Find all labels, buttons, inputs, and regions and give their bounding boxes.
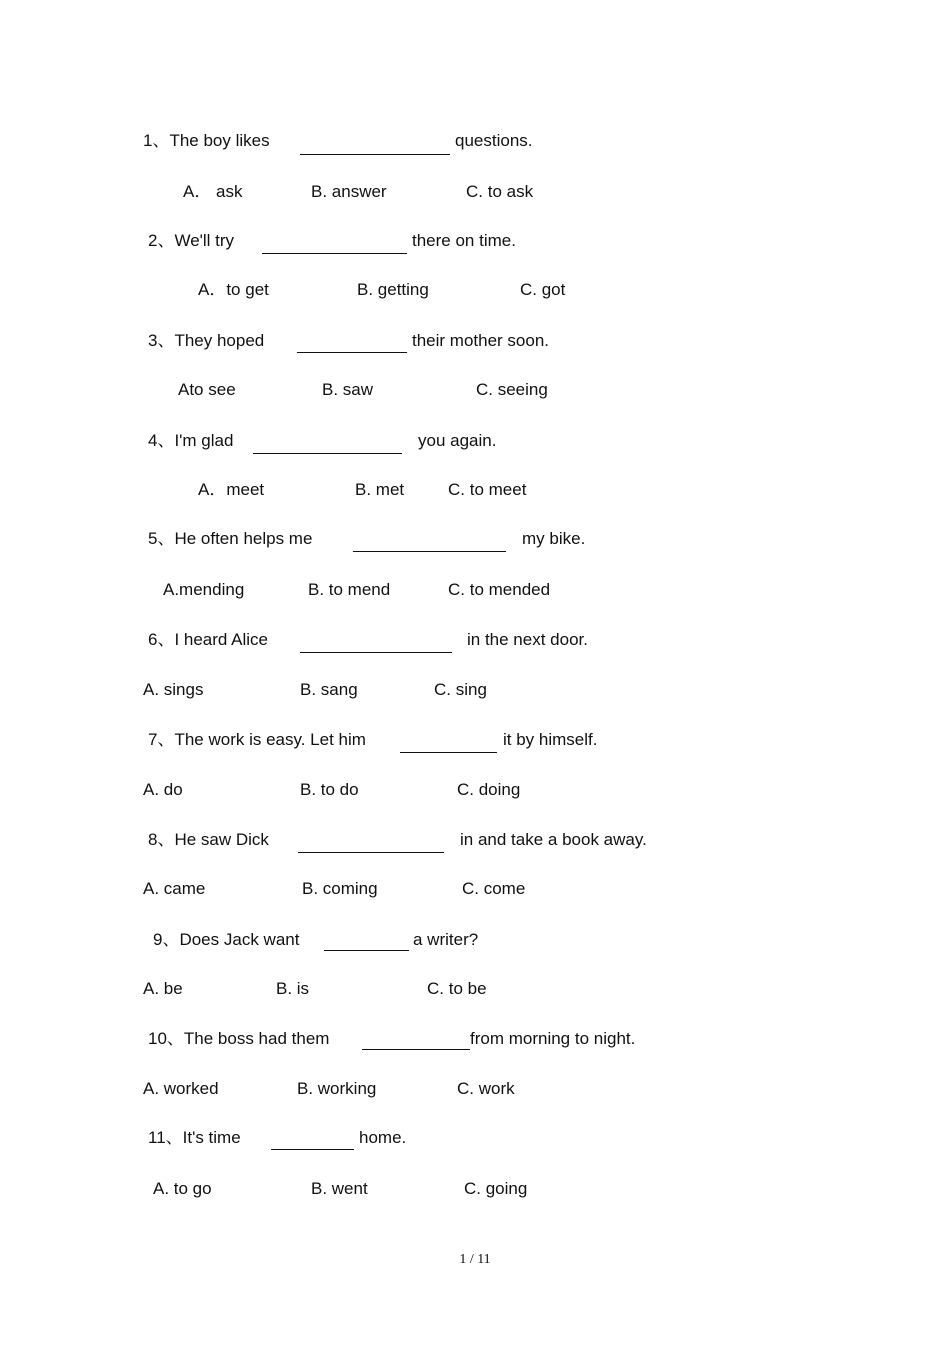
question-2-stem-end: there on time. — [412, 231, 516, 250]
question-2-stem: 2、We'll try — [148, 231, 235, 250]
question-10-option-c: C. work — [457, 1079, 515, 1098]
question-6-option-c: C. sing — [434, 680, 487, 699]
question-1-option-c: C. to ask — [466, 182, 534, 201]
question-10-blank — [362, 1049, 470, 1050]
question-10-option-a: A. worked — [143, 1079, 219, 1098]
question-9-blank — [324, 950, 409, 951]
question-5-option-a: A.mending — [163, 580, 245, 599]
question-11-option-b: B. went — [311, 1179, 368, 1198]
question-10-stem: 10、The boss had them — [148, 1029, 330, 1048]
question-11-stem-end: home. — [359, 1128, 407, 1147]
question-8-option-c: C. come — [462, 879, 526, 898]
question-5-blank — [353, 551, 506, 552]
question-8-option-a: A. came — [143, 879, 206, 898]
question-4-stem: 4、I'm glad — [148, 431, 234, 450]
question-5-option-b: B. to mend — [308, 580, 391, 599]
question-6-stem: 6、I heard Alice — [148, 630, 269, 649]
question-4-option-a: A．meet — [198, 480, 265, 499]
question-3-option-a: Ato see — [178, 380, 236, 399]
question-3-option-c: C. seeing — [476, 380, 548, 399]
question-7-option-a: A. do — [143, 780, 183, 799]
question-4-option-b: B. met — [355, 480, 405, 499]
question-7-stem-end: it by himself. — [503, 730, 598, 749]
question-6-option-a: A. sings — [143, 680, 204, 699]
question-11-blank — [271, 1149, 354, 1150]
question-3-stem-end: their mother soon. — [412, 331, 550, 350]
question-9-stem: 9、Does Jack want — [153, 930, 300, 949]
question-4-stem-end: you again. — [418, 431, 497, 450]
question-7-option-c: C. doing — [457, 780, 521, 799]
question-6-option-b: B. sang — [300, 680, 358, 699]
question-8-option-b: B. coming — [302, 879, 378, 898]
question-5-stem: 5、He often helps me — [148, 529, 313, 548]
question-8-blank — [298, 852, 444, 853]
question-7-stem: 7、The work is easy. Let him — [148, 730, 366, 749]
question-10-option-b: B. working — [297, 1079, 377, 1098]
question-6-stem-end: in the next door. — [467, 630, 588, 649]
question-6-blank — [300, 652, 452, 653]
question-10-stem-end: from morning to night. — [470, 1029, 636, 1048]
question-9-option-a: A. be — [143, 979, 183, 998]
question-1-option-a: A． ask — [183, 182, 243, 201]
question-1-stem: 1、The boy likes — [143, 131, 270, 150]
question-2-option-b: B. getting — [357, 280, 429, 299]
question-9-option-b: B. is — [276, 979, 310, 998]
question-9-stem-end: a writer? — [413, 930, 479, 949]
question-4-option-c: C. to meet — [448, 480, 527, 499]
question-8-stem-end: in and take a book away. — [460, 830, 647, 849]
question-1-stem-end: questions. — [455, 131, 533, 150]
question-3-option-b: B. saw — [322, 380, 374, 399]
question-8-stem: 8、He saw Dick — [148, 830, 269, 849]
question-2-blank — [262, 253, 407, 254]
question-1-blank — [300, 154, 450, 155]
question-7-option-b: B. to do — [300, 780, 359, 799]
page-number: 1 / 11 — [459, 1252, 491, 1267]
question-11-stem: 11、It's time — [148, 1128, 241, 1147]
question-9-option-c: C. to be — [427, 979, 487, 998]
question-3-stem: 3、They hoped — [148, 331, 265, 350]
question-3-blank — [297, 352, 407, 353]
question-1-option-b: B. answer — [311, 182, 387, 201]
question-11-option-c: C. going — [464, 1179, 528, 1198]
question-5-option-c: C. to mended — [448, 580, 551, 599]
question-2-option-c: C. got — [520, 280, 566, 299]
question-7-blank — [400, 752, 497, 753]
question-11-option-a: A. to go — [153, 1179, 212, 1198]
question-4-blank — [253, 453, 402, 454]
question-2-option-a: A．to get — [198, 280, 269, 299]
question-5-stem-end: my bike. — [522, 529, 586, 548]
